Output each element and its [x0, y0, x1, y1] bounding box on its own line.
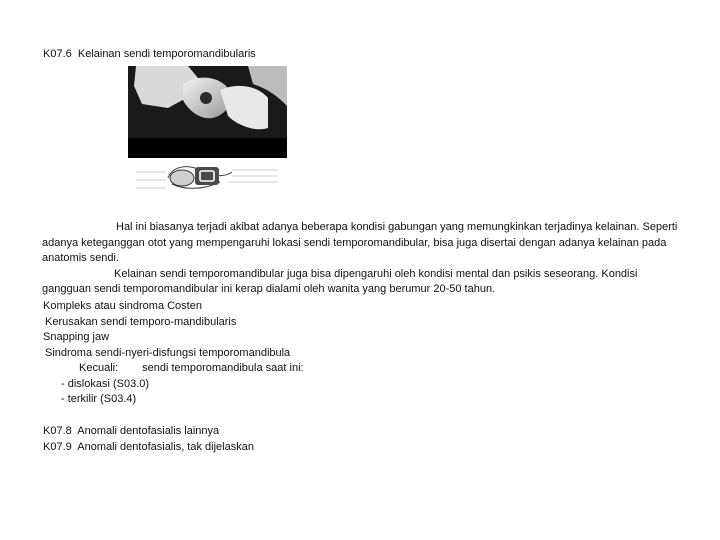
except-label: Kecuali:: [79, 362, 119, 374]
except-text: sendi temporomandibula saat ini:: [142, 362, 304, 374]
description-paragraphs: [42, 220, 682, 298]
list-item: Kerusakan sendi temporo-mandibularis: [45, 315, 237, 328]
inclusion-list: [43, 299, 304, 408]
exclusion-item: - terkilir (S03.4): [61, 393, 137, 405]
code-line-k079: K07.9 Anomali dentofasialis, tak dijelaskan: [43, 440, 254, 453]
list-item: Kompleks atau sindroma Costen: [43, 300, 202, 312]
exclusion-line: [43, 361, 304, 377]
section-heading: K07.6 Kelainan sendi temporomandibularis: [43, 48, 256, 60]
paragraph-causes: Hal ini biasanya terjadi akibat adanya beberapa kondisi gabungan yang memungkinkan terjadinya kelainan. Seperti adanya keteganggan otot yang mempengaruhi lokasi sendi temporomandibular, bisa juga disertai dengan adanya kelainan pada anatomis sendi.: [42, 221, 678, 264]
exclusion-item: - dislokasi (S03.0): [61, 377, 150, 390]
related-codes: [43, 424, 254, 455]
tmj-xray-image: [128, 66, 287, 196]
list-item: Sindroma sendi-nyeri-disfungsi temporomandibula: [45, 346, 291, 359]
code-line-k078: K07.8 Anomali dentofasialis lainnya: [43, 425, 220, 437]
paragraph-mental-factors: Kelainan sendi temporomandibular juga bisa dipengaruhi oleh kondisi mental dan psikis seseorang. Kondisi gangguan sendi temporomandibular ini kerap dialami oleh wanita yang berumur 20-50 tahun.: [42, 267, 638, 295]
list-item: Snapping jaw: [43, 331, 110, 343]
image-placeholder-icon: [195, 167, 219, 185]
